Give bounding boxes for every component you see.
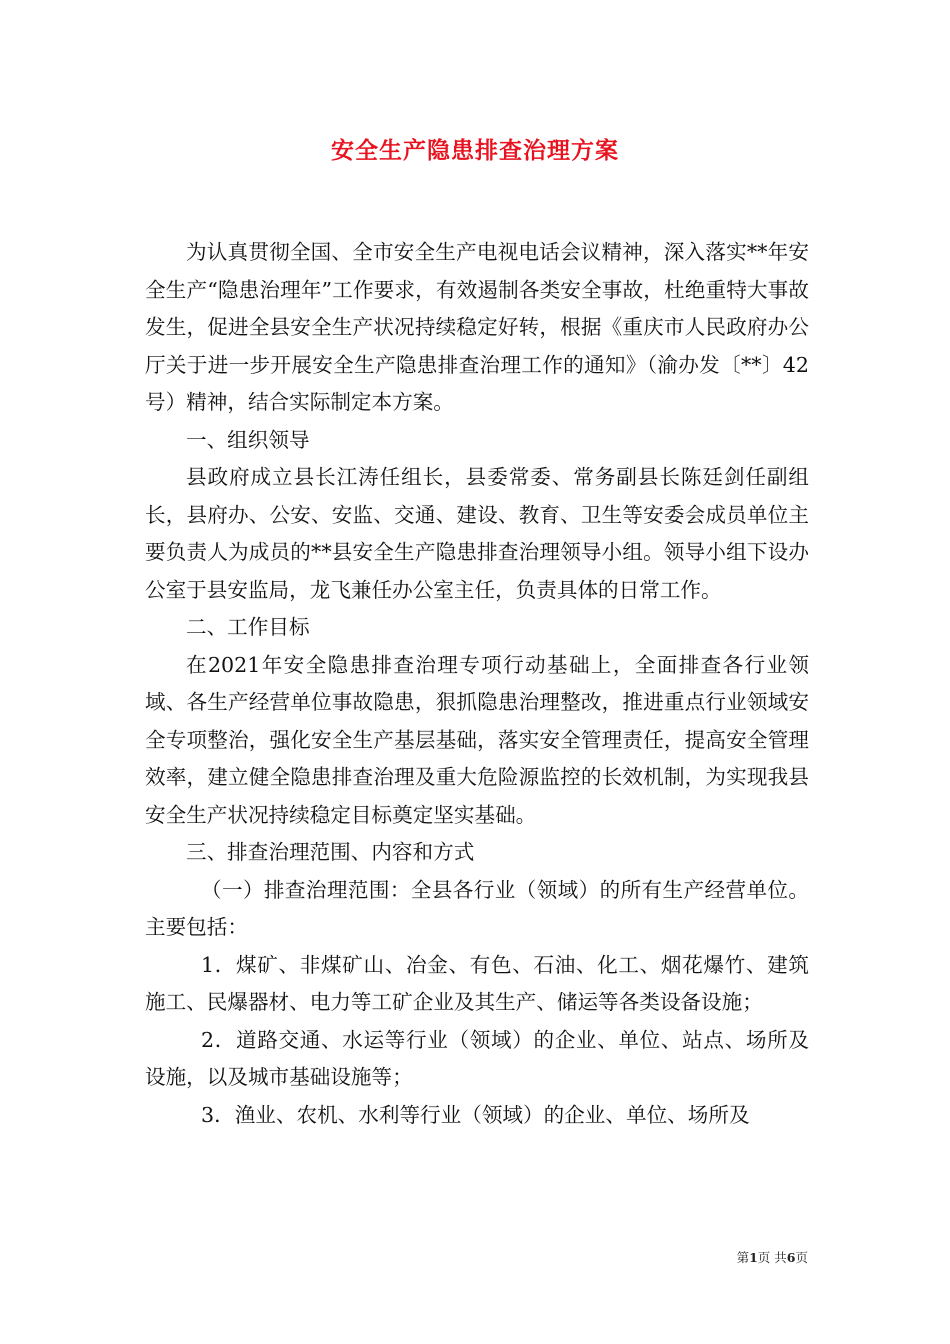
footer-total-pages: 6 <box>786 1250 796 1265</box>
section-heading-goals: 二、工作目标 <box>186 615 310 639</box>
footer-current-page: 1 <box>749 1250 758 1265</box>
scope-item-1: 1．煤矿、非煤矿山、冶金、有色、石油、化工、烟花爆竹、建筑施工、民爆器材、电力等工矿企业及其生产、储运等各类设备设施； <box>145 952 809 1014</box>
scope-item-2: 2．道路交通、水运等行业（领域）的企业、单位、站点、场所及设施，以及城市基础设施等； <box>145 1027 809 1089</box>
scope-item-3: 3．渔业、农机、水利等行业（领域）的企业、单位、场所及 <box>201 1102 750 1127</box>
footer-middle: 页 共 <box>757 1250 787 1265</box>
organization-paragraph: 县政府成立县长江涛任组长，县委常委、常务副县长陈廷剑任副组长，县府办、公安、安监、交通、建设、教育、卫生等安委会成员单位主要负责人为成员的**县安全生产隐患排查治理领导小组。领导小组下设办公室于县安监局，龙飞兼任办公室主任，负责具体的日常工作。 <box>145 465 809 602</box>
section-heading-organization: 一、组织领导 <box>186 427 310 452</box>
scope-paragraph: （一）排查治理范围：全县各行业（领域）的所有生产经营单位。主要包括： <box>145 877 809 939</box>
footer-prefix: 第 <box>736 1250 750 1265</box>
section-heading-scope: 三、排查治理范围、内容和方式 <box>186 840 475 864</box>
intro-paragraph: 为认真贯彻全国、全市安全生产电视电话会议精神，深入落实**年安全生产“隐患治理年”工作要求，有效遏制各类安全事故，杜绝重特大事故发生，促进全县安全生产状况持续稳定好转，根据《重庆市人民政府办公厅关于进一步开展安全生产隐患排查治理工作的通知》（渝办发〔**〕42号）精神，结合实际制定本方案。 <box>145 240 809 414</box>
goals-paragraph: 在2021年安全隐患排查治理专项行动基础上，全面排查各行业领域、各生产经营单位事故隐患，狠抓隐患治理整改，推进重点行业领域安全专项整治，强化安全生产基层基础，落实安全管理责任，提高安全管理效率，建立健全隐患排查治理及重大危险源监控的长效机制，为实现我县安全生产状况持续稳定目标奠定坚实基础。 <box>145 652 809 827</box>
page-number-footer <box>737 1248 808 1266</box>
document-title: 安全生产隐患排查治理方案 <box>331 137 619 164</box>
document-body <box>145 234 809 1134</box>
footer-suffix: 页 <box>795 1250 808 1265</box>
